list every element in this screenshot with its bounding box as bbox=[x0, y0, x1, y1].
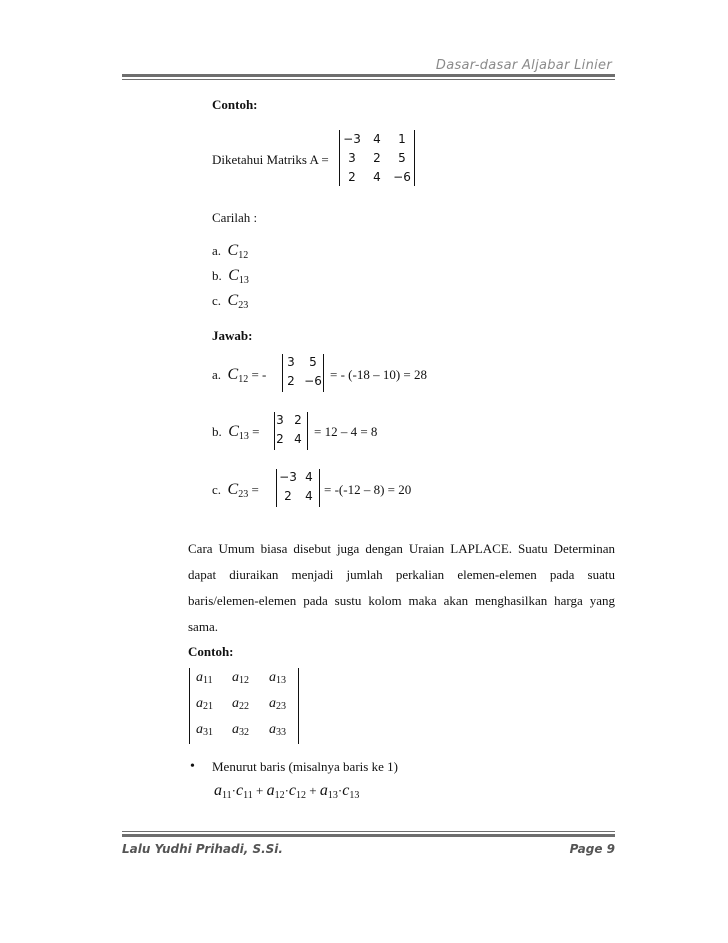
example2-heading: Contoh: bbox=[188, 644, 234, 659]
matrix-a bbox=[339, 130, 415, 186]
list-item: a. $C_{12}$ bbox=[212, 242, 249, 261]
matrix-entry: a13 bbox=[269, 670, 286, 686]
footer-rule-thin bbox=[122, 831, 615, 832]
footer-rule bbox=[122, 834, 615, 837]
minor-determinant: 3 2 2 4 bbox=[274, 412, 308, 450]
footer-page-number: Page 9 bbox=[569, 842, 615, 856]
header-rule bbox=[122, 74, 615, 77]
matrix-cell: 2 bbox=[373, 151, 381, 165]
cofactor-symbol: $C_{23}$ bbox=[227, 481, 249, 500]
matrix-cell: 1 bbox=[398, 132, 406, 146]
matrix-entry: a21 bbox=[196, 696, 213, 712]
matrix-cell: −6 bbox=[393, 170, 411, 184]
laplace-paragraph: Cara Umum biasa disebut juga dengan Uraian LAPLACE. Suatu Determinan dapat diuraikan menjadi jumlah perkalian elemen-elemen pada suatu baris/elemen-elemen pada sustu kolom maka akan menghasilkan harga yang sama. bbox=[188, 541, 615, 634]
expansion-formula: $a_{11}\cdot c_{11} + a_{12}\cdot c_{12} + a_{13}\cdot c_{13}$ bbox=[214, 782, 360, 801]
cofactor-symbol: $C_{13}$ bbox=[228, 267, 249, 286]
answer-heading: Jawab: bbox=[212, 328, 253, 343]
answer-row-b: b. $C_{13}$ = bbox=[212, 423, 260, 442]
matrix-entry: a32 bbox=[232, 722, 249, 738]
bullet-text: Menurut baris (misalnya baris ke 1) bbox=[212, 759, 398, 774]
minor-determinant: 3 5 2 −6 bbox=[282, 354, 324, 392]
cofactor-symbol: $C_{23}$ bbox=[227, 292, 249, 311]
matrix-entry: a11 bbox=[196, 670, 213, 686]
example-heading: Contoh: bbox=[212, 97, 258, 112]
answer-result: = 12 – 4 = 8 bbox=[314, 424, 378, 439]
given-label: Diketahui Matriks A = bbox=[212, 152, 329, 167]
ask-label: Carilah : bbox=[212, 210, 258, 225]
matrix-entry: a12 bbox=[232, 670, 249, 686]
list-item: b. $C_{13}$ bbox=[212, 267, 249, 286]
matrix-entry: a23 bbox=[269, 696, 286, 712]
matrix-entry: a33 bbox=[269, 722, 286, 738]
matrix-entry: a31 bbox=[196, 722, 213, 738]
answer-row-a: a. $C_{12}$ = - bbox=[212, 366, 267, 385]
cofactor-symbol: $C_{12}$ bbox=[227, 242, 249, 261]
cofactor-symbol: $C_{12}$ bbox=[227, 366, 249, 385]
cofactor-symbol: $C_{13}$ bbox=[228, 423, 249, 442]
general-matrix bbox=[189, 668, 299, 744]
matrix-cell: −3 bbox=[343, 132, 361, 146]
matrix-cell: 4 bbox=[373, 170, 381, 184]
bullet-icon: • bbox=[190, 759, 195, 774]
header-rule-thin bbox=[122, 79, 615, 80]
header-title: Dasar-dasar Aljabar Linier bbox=[435, 58, 612, 73]
answer-result: = -(-12 – 8) = 20 bbox=[324, 482, 412, 497]
list-item: c. $C_{23}$ bbox=[212, 292, 249, 311]
matrix-cell: 3 bbox=[348, 151, 356, 165]
minor-determinant: −3 4 2 4 bbox=[276, 469, 320, 507]
matrix-cell: 2 bbox=[348, 170, 356, 184]
answer-result: = - (-18 – 10) = 28 bbox=[330, 367, 427, 382]
footer-author: Lalu Yudhi Prihadi, S.Si. bbox=[122, 842, 283, 856]
answer-row-c: c. $C_{23}$ = bbox=[212, 481, 259, 500]
matrix-cell: 4 bbox=[373, 132, 381, 146]
matrix-entry: a22 bbox=[232, 696, 249, 712]
matrix-cell: 5 bbox=[398, 151, 406, 165]
